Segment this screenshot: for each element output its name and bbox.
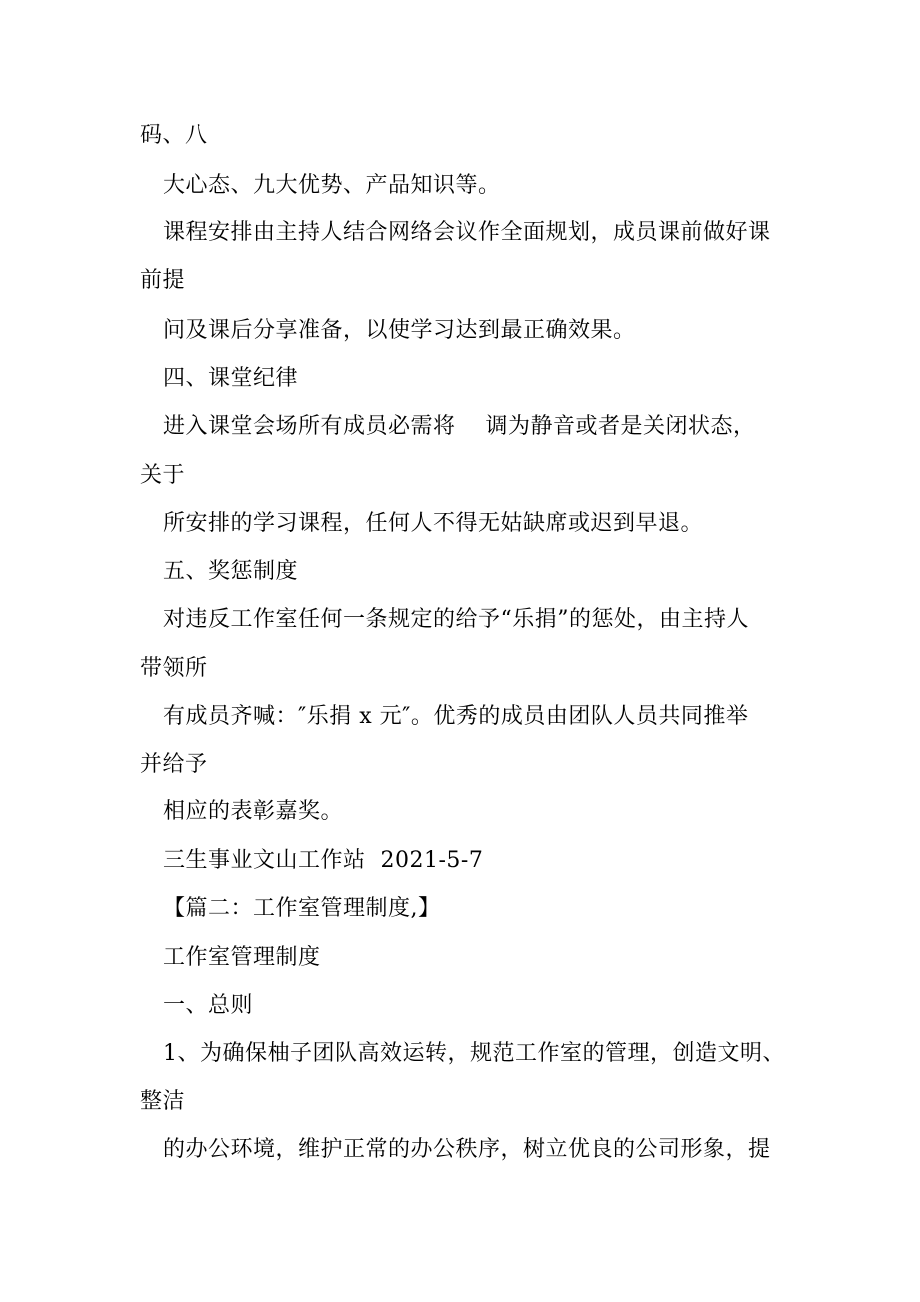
section-heading-discipline: 四、课堂纪律 bbox=[163, 366, 299, 391]
text-line-1: 码、八 bbox=[140, 123, 208, 148]
text-line-15: 相应的表彰嘉奖。 bbox=[163, 799, 344, 824]
document-title: 工作室管理制度 bbox=[163, 945, 321, 970]
text-line-4: 前提 bbox=[140, 268, 186, 293]
text-line-21: 整洁 bbox=[140, 1089, 186, 1114]
text-line-9: 所安排的学习课程，任何人不得无姑缺席或迟到早退。 bbox=[163, 511, 704, 536]
text-line-5: 问及课后分享准备，以使学习达到最正确效果。 bbox=[163, 318, 636, 343]
section-heading-rewards: 五、奖惩制度 bbox=[163, 559, 299, 584]
text-line-3: 课程安排由主持人结合网络会议作全面规划，成员课前做好课 bbox=[163, 220, 771, 245]
chapter-heading: 【篇二：工作室管理制度,】 bbox=[163, 896, 441, 921]
text-line-2: 大心态、九大优势、产品知识等。 bbox=[163, 173, 501, 198]
text-line-20: 1、为确保柚子团队高效运转，规范工作室的管理，创造文明、 bbox=[163, 1041, 785, 1066]
text-line-11: 对违反工作室任何一条规定的给予“乐捐”的惩处，由主持人 bbox=[163, 607, 749, 632]
text-line-12: 带领所 bbox=[140, 656, 208, 681]
text-line-8: 关于 bbox=[140, 463, 186, 488]
section-heading-general: 一、总则 bbox=[163, 993, 254, 1018]
text-line-22: 的办公环境，维护正常的办公秩序，树立优良的公司形象，提 bbox=[163, 1137, 771, 1162]
text-line-7: 进入课堂会场所有成员必需将 调为静音或者是关闭状态， bbox=[163, 414, 756, 439]
text-line-13: 有成员齐喊：″乐捐 x 元″。优秀的成员由团队人员共同推举 bbox=[163, 704, 749, 729]
signature-line: 三生事业文山工作站 2021-5-7 bbox=[163, 848, 484, 873]
text-line-14: 并给予 bbox=[140, 752, 208, 777]
